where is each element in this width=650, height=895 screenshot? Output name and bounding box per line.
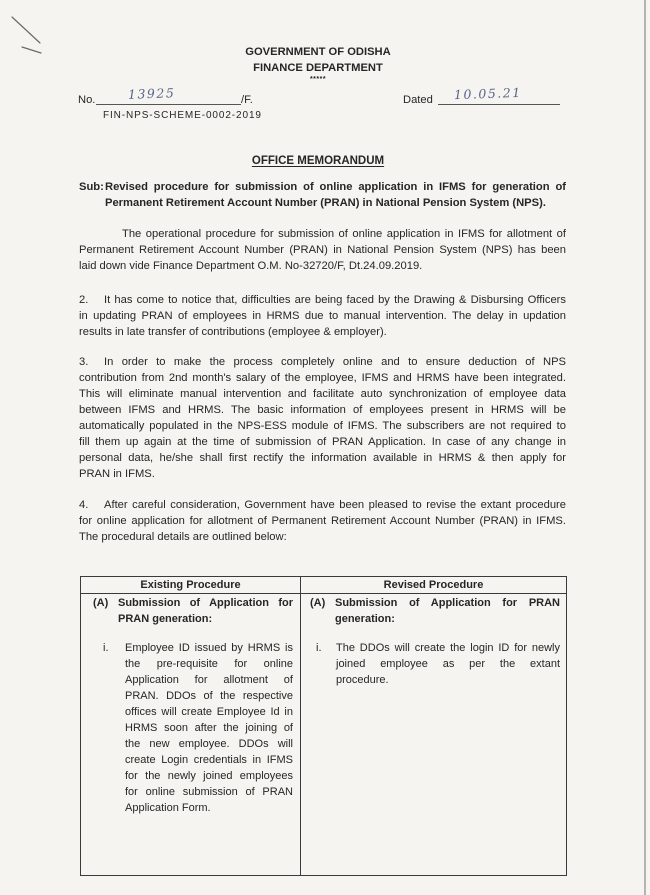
- revised-procedure-cell: [301, 594, 566, 875]
- paragraph-line: The operational procedure for submission of online application in IFMS for allotment of: [122, 228, 566, 240]
- section-heading: [310, 595, 560, 627]
- list-marker: i.: [103, 642, 109, 654]
- item-line: offices will create Employee Id in: [125, 706, 293, 718]
- table-header-existing: Existing Procedure: [81, 577, 301, 594]
- subject-line: Revised procedure for submission of online application in IFMS for generation of: [105, 181, 566, 193]
- document-title: OFFICE MEMORANDUM: [251, 155, 385, 167]
- memo-number-handwritten: 13925: [127, 85, 176, 102]
- paragraph-line: between IFMS and HRMS. The basic information of employees present in HRMS will be: [79, 404, 566, 416]
- dated-field: [438, 84, 560, 105]
- list-item: [103, 640, 293, 816]
- paragraph-line: In order to make the process completely online and to ensure deduction of NPS: [104, 356, 566, 368]
- paragraph-line: This will eliminate manual intervention and facilitate auto synchronization of employee data: [79, 388, 566, 400]
- paragraph-line: contribution from 2nd month's salary of the employee, IFMS and HRMS have been integrated.: [79, 372, 566, 384]
- item-line: create Login credentials in IFMS: [125, 754, 293, 766]
- subject-text: [105, 179, 566, 211]
- paragraph-line: results in late transfer of contributions (employee & employer).: [79, 326, 387, 338]
- section-title: [118, 595, 293, 627]
- paragraph-line: for online application for allotment of Permanent Retirement Account Number (PRAN) in IFMS.: [79, 515, 566, 527]
- government-heading: GOVERNMENT OF ODISHA: [245, 46, 391, 58]
- paragraph-line: It has come to notice that, difficulties are being faced by the Drawing & Disbursing Officers: [104, 294, 566, 306]
- paragraph-number: 3.: [79, 356, 89, 368]
- paragraph-line: in updating PRAN of employees in HRMS due to manual intervention. The delay in updation: [79, 310, 566, 322]
- dated-label: Dated: [403, 94, 433, 106]
- item-line: for the newly joined employees: [125, 770, 293, 782]
- paragraph-line: PRAN in IFMS.: [79, 468, 155, 480]
- item-line: Employee ID issued by HRMS is: [125, 642, 293, 654]
- item-line: the pre-requisite for online: [125, 658, 293, 670]
- list-item-text: [125, 640, 293, 816]
- date-handwritten: 10.05.21: [453, 84, 522, 103]
- item-line: HRMS soon after the joining of: [125, 722, 293, 734]
- item-line: The DDOs will create the login ID for newly: [336, 642, 560, 654]
- table-header-revised: Revised Procedure: [301, 577, 566, 594]
- section-label: (A): [93, 597, 109, 609]
- pen-mark: [0, 0, 50, 60]
- paragraph-line: fill them up again at the time of submission of PRAN Application. In case of any change in: [79, 436, 566, 448]
- paragraph-line: personal data, he/she shall first rectify the information available in HRMS & then apply for: [79, 452, 566, 464]
- section-title-line: PRAN generation:: [118, 613, 213, 625]
- item-line: joined employee as per the extant: [336, 658, 560, 670]
- item-line: for online submission of PRAN: [125, 786, 293, 798]
- paragraph-number: 4.: [79, 499, 89, 511]
- paragraph-number: 2.: [79, 294, 89, 306]
- section-title-line: Submission of Application for PRAN: [335, 597, 560, 609]
- item-line: the new employee. DDOs will: [125, 738, 293, 750]
- paragraph-3: [79, 354, 566, 482]
- list-item: [316, 640, 560, 688]
- paragraph-2: [79, 292, 566, 340]
- paragraph-first-line: [79, 292, 566, 308]
- item-line: PRAN. DDOs of the respective: [125, 690, 293, 702]
- item-line: procedure.: [336, 674, 389, 686]
- section-title: [335, 595, 560, 627]
- subject-line: Permanent Retirement Account Number (PRAN) in National Pension System (NPS).: [105, 197, 546, 209]
- item-line: Application Form.: [125, 802, 211, 814]
- section-heading: [93, 595, 293, 627]
- list-marker: i.: [316, 642, 322, 654]
- paragraph-line: Permanent Retirement Account Number (PRAN) in National Pension System (NPS) has been: [79, 244, 566, 256]
- heading-ornament: *****: [309, 76, 327, 83]
- paragraph-line: After careful consideration, Government have been pleased to revise the extant procedure: [104, 499, 566, 511]
- paragraph-first-line: [79, 497, 566, 513]
- existing-procedure-cell: [81, 594, 301, 875]
- paragraph-line: automatically populated in the NPS-ESS module of IFMS. The subscribers are not required to: [79, 420, 566, 432]
- item-line: Application for allotment of: [125, 674, 293, 686]
- section-title-line: generation:: [335, 613, 395, 625]
- paragraph-4: [79, 497, 566, 545]
- section-title-line: Submission of Application for: [118, 597, 293, 609]
- memo-number-suffix: /F.: [241, 94, 253, 106]
- paragraph-first-line: [79, 354, 566, 370]
- subject: [79, 179, 566, 211]
- scan-edge: [644, 0, 646, 895]
- department-heading: FINANCE DEPARTMENT: [253, 62, 383, 74]
- memo-number-field: [96, 85, 241, 105]
- procedure-table: [80, 576, 567, 876]
- paragraph-line: laid down vide Finance Department O.M. No-32720/F, Dt.24.09.2019.: [79, 260, 423, 272]
- list-item-text: [336, 640, 560, 688]
- paragraph-line: The procedural details are outlined below:: [79, 531, 287, 543]
- file-code: FIN-NPS-SCHEME-0002-2019: [103, 110, 262, 121]
- memo-number-label: No.: [78, 94, 96, 106]
- subject-label: Sub:: [79, 181, 104, 193]
- paragraph-1: [79, 226, 566, 274]
- section-label: (A): [310, 597, 326, 609]
